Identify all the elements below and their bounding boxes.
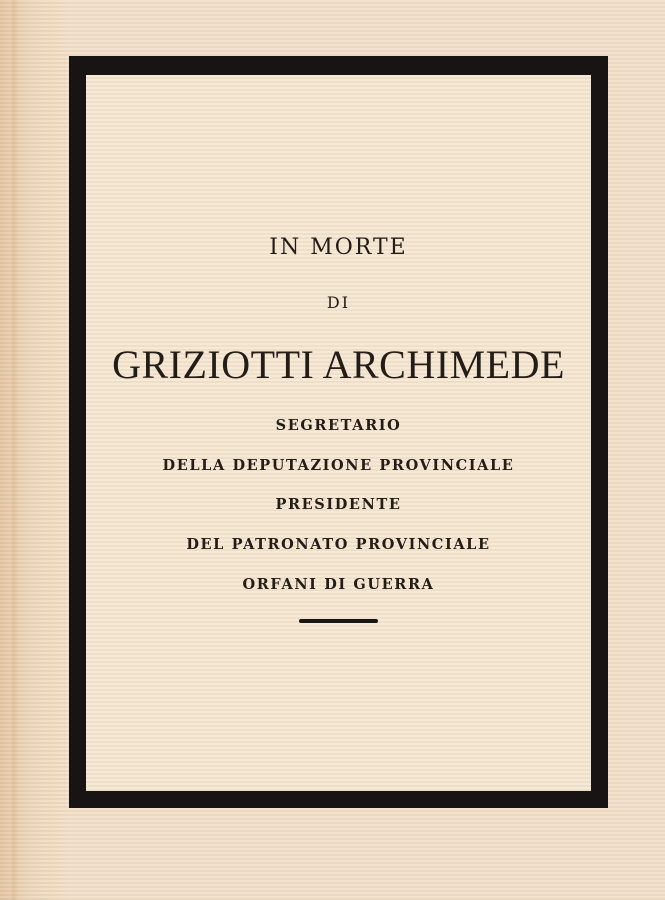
card-text-block: [86, 75, 591, 791]
paper-edge-stain: [10, 0, 18, 900]
title-line-1: SEGRETARIO: [275, 417, 402, 434]
title-line-5: ORFANI DI GUERRA: [242, 576, 435, 593]
mourning-border-frame: [69, 56, 608, 808]
title-line-3: PRESIDENTE: [275, 496, 402, 513]
title-line-2: DELLA DEPUTAZIONE PROVINCIALE: [162, 457, 515, 474]
title-line-4: DEL PATRONATO PROVINCIALE: [186, 536, 491, 553]
deceased-name: GRIZIOTTI ARCHIMEDE: [112, 342, 565, 387]
closing-rule: [299, 619, 378, 623]
heading-di: DI: [326, 293, 351, 312]
heading-in-morte: IN MORTE: [269, 235, 408, 260]
